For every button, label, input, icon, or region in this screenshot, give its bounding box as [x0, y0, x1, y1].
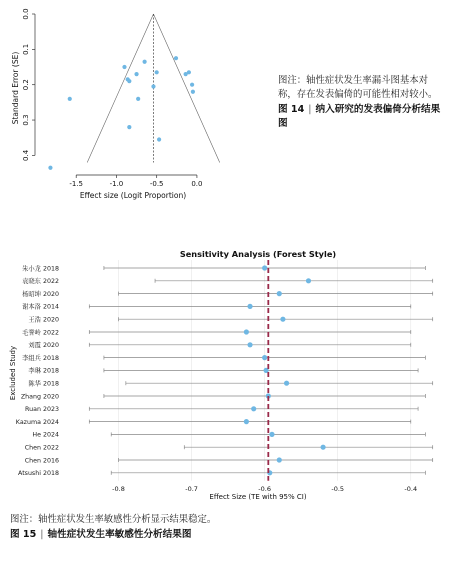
forest-effect-point [251, 406, 256, 411]
forest-study-label: Kazuma 2024 [15, 418, 59, 426]
forest-study-row [32, 432, 425, 439]
forest-x-tick-label: -0.7 [185, 484, 198, 493]
forest-effect-point [277, 291, 282, 296]
forest-figure-title-text: 轴性症状发生率敏感性分析结果图 [47, 529, 192, 540]
funnel-study-point [136, 97, 140, 101]
forest-study-label: 毛誉岭 2022 [22, 329, 59, 337]
forest-caption [10, 513, 450, 542]
funnel-study-point [190, 83, 194, 87]
forest-x-tick-label: -0.6 [258, 484, 271, 493]
funnel-left-boundary [87, 14, 153, 162]
forest-effect-point [269, 432, 274, 437]
forest-effect-point [247, 342, 252, 347]
forest-study-label: 袁晓东 2022 [22, 278, 59, 286]
forest-chart-title: Sensitivity Analysis (Forest Style) [179, 249, 337, 259]
forest-effect-point [306, 278, 311, 283]
funnel-study-point [127, 79, 131, 83]
forest-study-row [28, 315, 432, 324]
funnel-y-tick-label: 0.4 [22, 149, 30, 161]
forest-ticks [112, 485, 417, 493]
funnel-study-point [127, 125, 131, 129]
forest-study-row [28, 379, 432, 388]
forest-study-label: 陈华 2018 [28, 380, 59, 388]
funnel-study-point [134, 72, 138, 76]
funnel-y-tick-label: 0.0 [22, 8, 30, 20]
forest-study-label: Atsushi 2018 [18, 470, 59, 478]
forest-x-axis-label: Effect Size (TE with 95% CI) [209, 493, 307, 501]
forest-study-label: He 2024 [32, 431, 59, 439]
forest-study-row [22, 289, 433, 298]
funnel-figure-label: 图 14 [278, 104, 305, 115]
funnel-study-point [187, 70, 191, 74]
funnel-study-point [68, 97, 72, 101]
forest-study-row [22, 276, 433, 285]
forest-y-axis-label: Excluded Study [9, 345, 17, 401]
funnel-study-point [48, 166, 52, 170]
forest-effect-point [262, 355, 267, 360]
funnel-x-tick-label: -0.5 [149, 180, 164, 188]
funnel-axes [22, 8, 202, 188]
funnel-y-tick-label: 0.1 [22, 43, 30, 55]
caption-separator: | [308, 104, 312, 115]
forest-study-row [18, 470, 425, 477]
forest-rows [16, 260, 433, 481]
forest-study-row [22, 263, 425, 272]
funnel-plot [0, 0, 275, 210]
forest-study-label: Chen 2016 [24, 457, 59, 465]
funnel-caption-note: 图注：轴性症状发生率漏斗图基本对称，存在发表偏倚的可能性相对较小。 [278, 75, 438, 100]
forest-study-label: 朱小龙 2018 [22, 265, 59, 273]
forest-study-label: 杨昭坤 2020 [22, 290, 59, 298]
funnel-points [48, 56, 195, 170]
funnel-x-axis-label: Effect size (Logit Proportion) [79, 191, 187, 200]
forest-effect-point [247, 304, 252, 309]
funnel-study-point [174, 56, 178, 60]
forest-effect-point [277, 457, 282, 462]
funnel-study-point [151, 84, 155, 88]
forest-effect-point [284, 381, 289, 386]
forest-x-tick-label: -0.5 [331, 484, 345, 493]
forest-effect-point [244, 329, 249, 334]
forest-study-row [25, 457, 433, 464]
forest-study-label: Chen 2022 [24, 444, 59, 452]
forest-study-row [28, 340, 410, 349]
forest-study-row [16, 419, 411, 426]
forest-effect-point [280, 317, 285, 322]
funnel-study-point [157, 137, 161, 141]
forest-caption-note: 图注：轴性症状发生率敏感性分析显示结果稳定。 [10, 514, 217, 525]
funnel-figure-title-text: 纳入研究的发表偏倚分析结果图 [278, 104, 441, 129]
funnel-y-tick-label: 0.2 [22, 79, 30, 91]
funnel-caption [278, 74, 443, 131]
forest-study-row [25, 445, 433, 452]
forest-study-row [22, 353, 425, 362]
funnel-study-point [155, 70, 159, 74]
forest-x-tick-label: -0.8 [112, 484, 125, 493]
forest-study-label: 李琳 2018 [28, 367, 59, 375]
forest-effect-point [244, 419, 249, 424]
funnel-x-tick-label: 0.0 [191, 180, 203, 188]
forest-study-label: Ruan 2023 [25, 406, 59, 414]
funnel-study-point [122, 65, 126, 69]
forest-plot [0, 240, 461, 512]
funnel-x-tick-label: -1.5 [69, 180, 84, 188]
funnel-x-tick-label: -1.0 [109, 180, 124, 188]
forest-study-row [28, 366, 418, 375]
forest-study-label: 刘霞 2020 [28, 342, 59, 350]
caption-separator: | [40, 529, 44, 540]
forest-study-row [22, 302, 411, 311]
forest-study-row [25, 406, 418, 413]
funnel-y-axis-label: Standard Error (SE) [11, 51, 20, 125]
funnel-figure-title [278, 103, 443, 131]
forest-study-label: Zhang 2020 [20, 393, 59, 401]
forest-study-label: 王浩 2020 [28, 316, 59, 324]
forest-figure-label: 图 15 [10, 529, 37, 540]
funnel-y-tick-label: 0.3 [22, 114, 30, 126]
forest-study-row [21, 393, 426, 400]
forest-study-label: 谢本洛 2014 [22, 303, 59, 311]
funnel-study-point [191, 90, 195, 94]
forest-x-tick-label: -0.4 [404, 484, 418, 493]
forest-study-label: 李组兵 2018 [22, 354, 59, 362]
forest-study-row [22, 327, 411, 336]
forest-figure-title [10, 528, 450, 542]
forest-effect-point [321, 445, 326, 450]
funnel-right-boundary [153, 14, 219, 162]
forest-effect-point [262, 265, 267, 270]
funnel-study-point [143, 60, 147, 64]
